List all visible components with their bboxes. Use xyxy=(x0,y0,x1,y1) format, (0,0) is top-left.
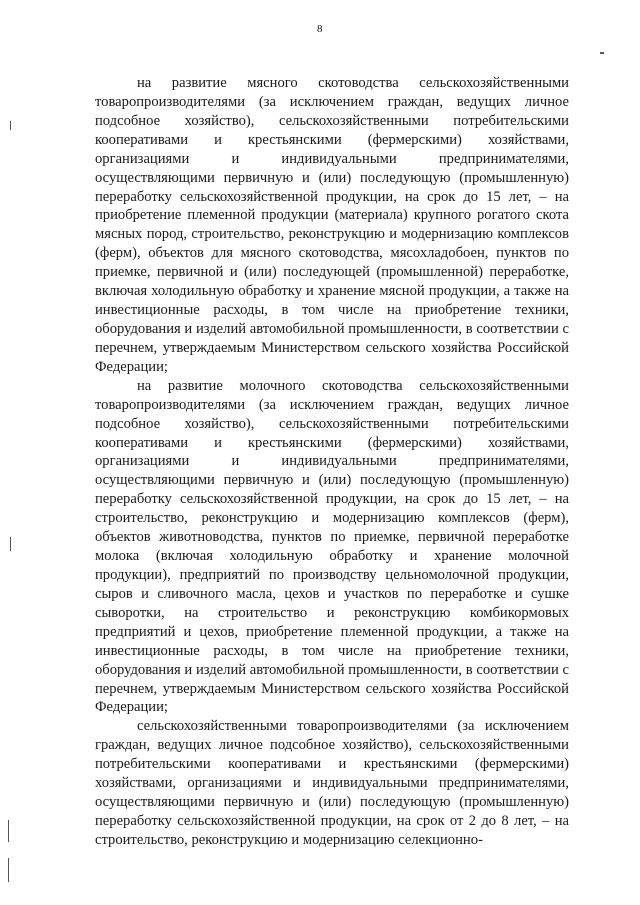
scan-corner-mark xyxy=(600,52,604,54)
paragraph-dairy-cattle: на развитие молочного скотоводства сельскохозяйственными товаропроизводителями (за исключением граждан, ведущих личное подсобное хозяйство), сельскохозяйственными потребительскими кооперативами и крестьянскими (фермерскими) хозяйствами, организациями и индивидуальными предпринимателями, осуществляющими первичную и (или) последующую (промышленную) переработку сельскохозяйственной продукции, на срок до 15 лет, – на строительство, реконструкцию и модернизацию комплексов (ферм), объектов животноводства, пунктов по приемке, первичной переработке молока (включая холодильную обработку и хранение молочной продукции), предприятий по производству цельномолочной продукции, сыров и сливочного масла, цехов и участков по переработке и сушке сыворотки, на строительство и реконструкцию комбикормовых предприятий и цехов, приобретение племенной продукции, а также на инвестиционные расходы, в том числе на приобретение техники, оборудования и изделий автомобильной промышленности, в соответствии с перечнем, утверждаемым Министерством сельского хозяйства Российской Федерации; xyxy=(95,377,569,716)
scan-margin-mark xyxy=(8,820,9,842)
scan-margin-mark xyxy=(10,537,11,551)
scan-margin-mark xyxy=(8,858,9,882)
document-body xyxy=(95,74,569,850)
paragraph-meat-cattle: на развитие мясного скотоводства сельскохозяйственными товаропроизводителями (за исключением граждан, ведущих личное подсобное хозяйство), сельскохозяйственными потребительскими кооперативами и крестьянскими (фермерскими) хозяйствами, организациями и индивидуальными предпринимателями, осуществляющими первичную и (или) последующую (промышленную) переработку сельскохозяйственной продукции, на срок до 15 лет, – на приобретение племенной продукции (материала) крупного рогатого скота мясных пород, строительство, реконструкцию и модернизацию комплексов (ферм), объектов для мясного скотоводства, мясохладобоен, пунктов по приемке, первичной и (или) последующей (промышленной) переработке, включая холодильную обработку и хранение мясной продукции, а также на инвестиционные расходы, в том числе на приобретение техники, оборудования и изделий автомобильной промышленности, в соответствии с перечнем, утверждаемым Министерством сельского хозяйства Российской Федерации; xyxy=(95,75,569,375)
paragraph-breeding: сельскохозяйственными товаропроизводителями (за исключением граждан, ведущих личное подсобное хозяйство), сельскохозяйственными потребительскими кооперативами и крестьянскими (фермерскими) хозяйствами, организациями и индивидуальными предпринимателями, осуществляющими первичную и (или) последующую (промышленную) переработку сельскохозяйственной продукции, на срок от 2 до 8 лет, – на строительство, реконструкцию и модернизацию селекционно- xyxy=(95,718,569,848)
scan-margin-mark xyxy=(10,121,11,130)
page-number: 8 xyxy=(317,23,323,35)
